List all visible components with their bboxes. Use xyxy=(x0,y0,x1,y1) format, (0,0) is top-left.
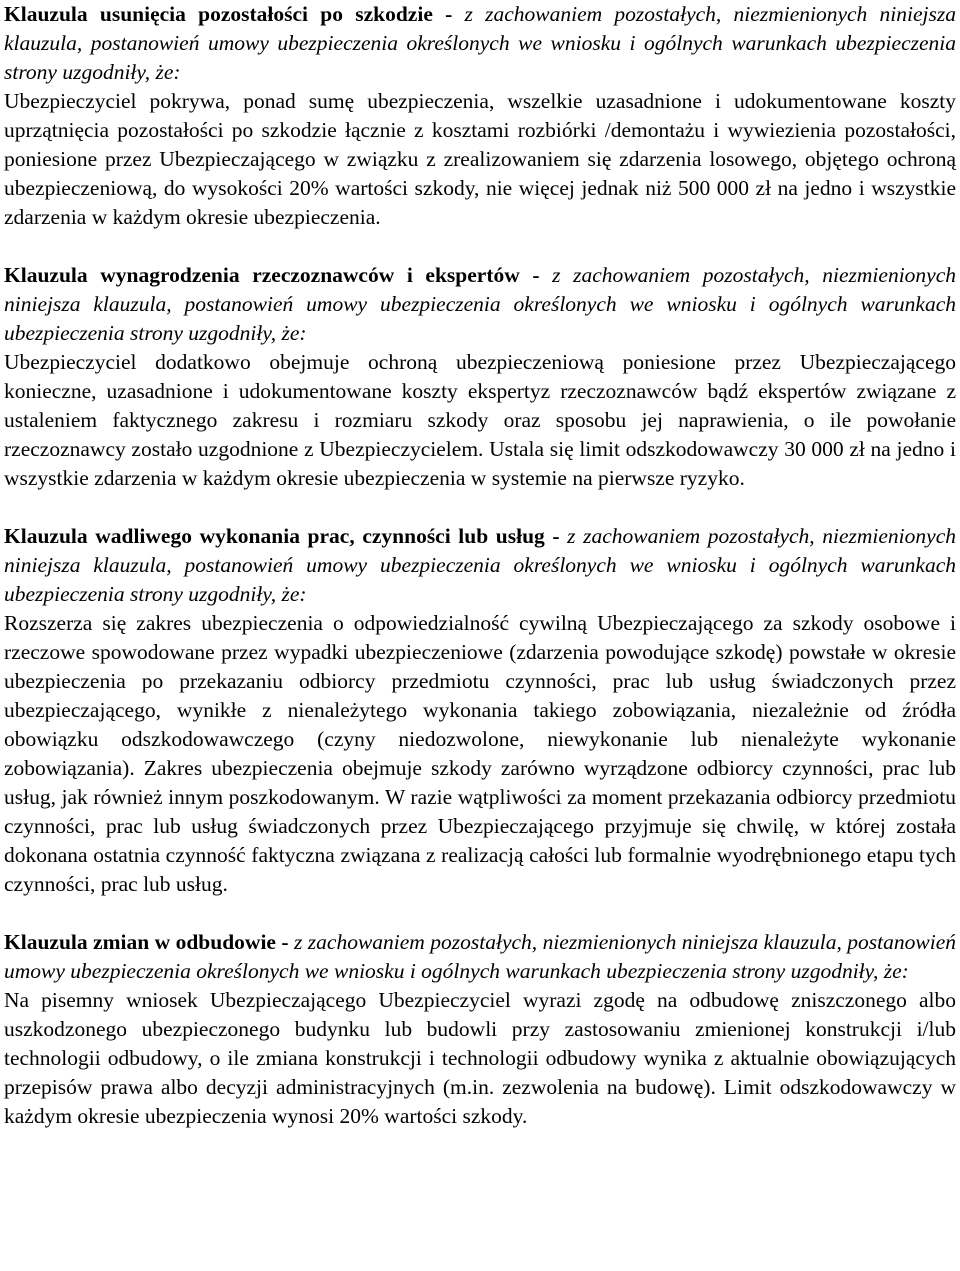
clause-title: Klauzula wynagrodzenia rzeczoznawców i ekspertów - xyxy=(4,263,553,287)
clause-lead: z zachowaniem pozostałych, niezmienionych niniejsza klauzula, postanowień umowy ubezpieczenia określonych we wniosku i ogólnych warunkach ubezpieczenia strony uzgodniły, że: xyxy=(4,524,956,606)
clause-body: Rozszerza się zakres ubezpieczenia o odpowiedzialność cywilną Ubezpieczającego za szkody osobowe i rzeczowe spowodowane przez wypadki ubezpieczeniowe (zdarzenia powodujące szkodę) powstałe w okresie ubezpieczenia po przekazaniu odbiorcy przedmiotu czynności, prac lub usług świadczonych przez ubezpieczającego, wynikłe z nienależytego wykonania takiego zobowiązania, niezależnie od źródła obowiązku odszkodowawczego (czyny niedozwolone, niewykonanie lub nienależyte wykonanie zobowiązania). Zakres ubezpieczenia obejmuje szkody zarówno wyrządzone odbiorcy czynności, prac lub usług, jak również innym poszkodowanym. W razie wątpliwości za moment przekazania odbiorcy przedmiotu czynności, prac lub usług świadczonych przez Ubezpieczającego przyjmuje się chwilę, w której została dokonana ostatnia czynność faktyczna związana z realizacją całości lub formalnie wyodrębnionego etapu tych czynności, prac lub usług. xyxy=(4,611,956,896)
clause-intro xyxy=(4,928,956,986)
clause-zmiany-w-odbudowie xyxy=(4,928,956,1131)
clause-lead: z zachowaniem pozostałych, niezmienionych niniejsza klauzula, postanowień umowy ubezpieczenia określonych we wniosku i ogólnych warunkach ubezpieczenia strony uzgodniły, że: xyxy=(4,263,956,345)
clause-title: Klauzula usunięcia pozostałości po szkodzie - xyxy=(4,2,465,26)
clause-title: Klauzula zmian w odbudowie - xyxy=(4,930,294,954)
clause-lead: z zachowaniem pozostałych, niezmienionych niniejsza klauzula, postanowień umowy ubezpieczenia określonych we wniosku i ogólnych warunkach ubezpieczenia strony uzgodniły, że: xyxy=(4,930,956,983)
clause-intro xyxy=(4,522,956,609)
clause-body: Na pisemny wniosek Ubezpieczającego Ubezpieczyciel wyrazi zgodę na odbudowę zniszczonego albo uszkodzonego ubezpieczonego budynku lub budowli przy zastosowaniu zmienionej konstrukcji i/lub technologii odbudowy, o ile zmiana konstrukcji i technologii odbudowy wynika z aktualnie obowiązujących przepisów prawa albo decyzji administracyjnych (m.in. zezwolenia na budowę). Limit odszkodowawczy w każdym okresie ubezpieczenia wynosi 20% wartości szkody. xyxy=(4,988,956,1128)
clause-title: Klauzula wadliwego wykonania prac, czynności lub usług - xyxy=(4,524,568,548)
clause-body: Ubezpieczyciel pokrywa, ponad sumę ubezpieczenia, wszelkie uzasadnione i udokumentowane koszty uprzątnięcia pozostałości po szkodzie łącznie z kosztami rozbiórki /demontażu i wywiezienia pozostałości, poniesione przez Ubezpieczającego w związku z zrealizowaniem się zdarzenia losowego, objętego ochroną ubezpieczeniową, do wysokości 20% wartości szkody, nie więcej jednak niż 500 000 zł na jedno i wszystkie zdarzenia w każdym okresie ubezpieczenia. xyxy=(4,89,956,229)
clause-lead: z zachowaniem pozostałych, niezmienionych niniejsza klauzula, postanowień umowy ubezpieczenia określonych we wniosku i ogólnych warunkach ubezpieczenia strony uzgodniły, że: xyxy=(4,2,956,84)
clause-intro xyxy=(4,261,956,348)
clause-pozostalosci xyxy=(4,0,956,232)
clause-body: Ubezpieczyciel dodatkowo obejmuje ochroną ubezpieczeniową poniesione przez Ubezpieczającego konieczne, uzasadnione i udokumentowane koszty ekspertyz rzeczoznawców bądź ekspertów związane z ustaleniem faktycznego zakresu i rozmiaru szkody oraz sposobu jej naprawienia, o ile powołanie rzeczoznawcy zostało uzgodnione z Ubezpieczycielem. Ustala się limit odszkodowawczy 30 000 zł na jedno i wszystkie zdarzenia w każdym okresie ubezpieczenia w systemie na pierwsze ryzyko. xyxy=(4,350,956,490)
clause-wadliwe-prace xyxy=(4,522,956,899)
clause-intro xyxy=(4,0,956,87)
clause-rzeczoznawcy xyxy=(4,261,956,493)
